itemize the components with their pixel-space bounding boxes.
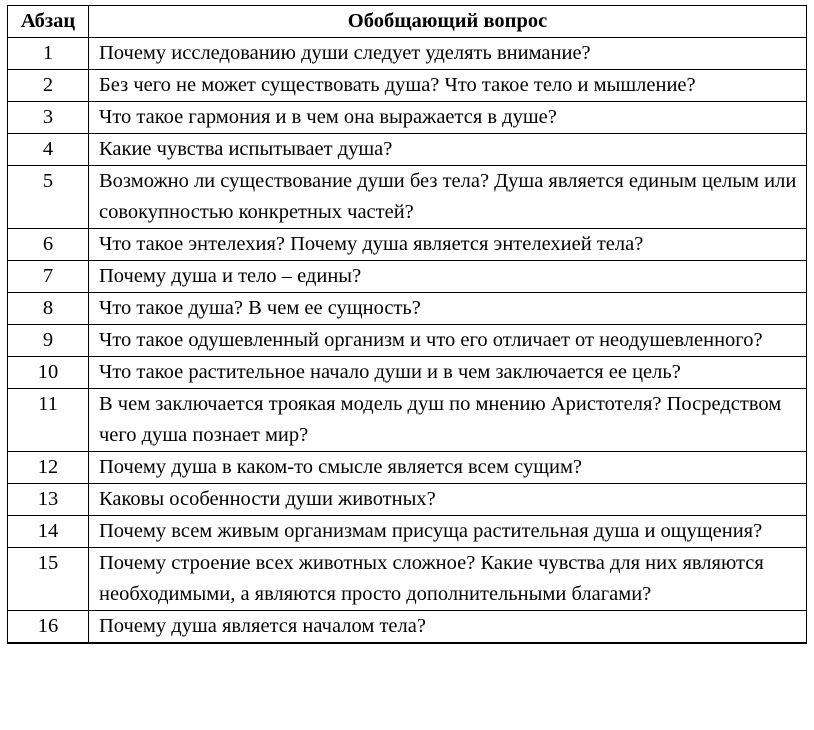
row-number: 13 [8, 484, 89, 516]
row-number: 12 [8, 452, 89, 484]
row-question: Что такое душа? В чем ее сущность? [89, 293, 807, 325]
row-question: Почему душа в каком-то смысле является всем сущим? [89, 452, 807, 484]
row-number: 4 [8, 134, 89, 166]
table-header-row [8, 6, 807, 38]
table-row [8, 134, 807, 166]
row-question: В чем заключается троякая модель душ по мнению Аристотеля? Посредством чего душа познает мир? [89, 389, 807, 452]
row-question: Без чего не может существовать душа? Что такое тело и мышление? [89, 70, 807, 102]
table-row [8, 389, 807, 452]
row-number: 7 [8, 261, 89, 293]
row-question: Почему строение всех животных сложное? Какие чувства для них являются необходимыми, а являются просто дополнительными благами? [89, 548, 807, 611]
table-row [8, 548, 807, 611]
row-question: Каковы особенности души животных? [89, 484, 807, 516]
row-number: 1 [8, 38, 89, 70]
table-row [8, 102, 807, 134]
row-question: Что такое гармония и в чем она выражается в душе? [89, 102, 807, 134]
table-row [8, 293, 807, 325]
row-number: 3 [8, 102, 89, 134]
table-row [8, 229, 807, 261]
table-row [8, 38, 807, 70]
row-question: Возможно ли существование души без тела? Душа является единым целым или совокупностью конкретных частей? [89, 166, 807, 229]
table-row [8, 70, 807, 102]
table-row [8, 325, 807, 357]
table-row [8, 261, 807, 293]
row-question: Что такое растительное начало души и в чем заключается ее цель? [89, 357, 807, 389]
row-number: 8 [8, 293, 89, 325]
row-question: Почему исследованию души следует уделять внимание? [89, 38, 807, 70]
row-number: 2 [8, 70, 89, 102]
table-row [8, 452, 807, 484]
table-row [8, 611, 807, 644]
row-number: 16 [8, 611, 89, 644]
questions-table [7, 5, 807, 644]
row-question: Почему всем живым организмам присуща растительная душа и ощущения? [89, 516, 807, 548]
row-question: Что такое одушевленный организм и что его отличает от неодушевленного? [89, 325, 807, 357]
header-paragraph: Абзац [8, 6, 89, 38]
header-question: Обобщающий вопрос [89, 6, 807, 38]
row-question: Почему душа является началом тела? [89, 611, 807, 644]
row-number: 9 [8, 325, 89, 357]
row-number: 11 [8, 389, 89, 452]
row-question: Почему душа и тело – едины? [89, 261, 807, 293]
table-row [8, 516, 807, 548]
row-number: 6 [8, 229, 89, 261]
row-question: Какие чувства испытывает душа? [89, 134, 807, 166]
table-row [8, 484, 807, 516]
table-row [8, 166, 807, 229]
row-number: 14 [8, 516, 89, 548]
row-number: 15 [8, 548, 89, 611]
row-number: 10 [8, 357, 89, 389]
row-number: 5 [8, 166, 89, 229]
row-question: Что такое энтелехия? Почему душа является энтелехией тела? [89, 229, 807, 261]
table-row [8, 357, 807, 389]
